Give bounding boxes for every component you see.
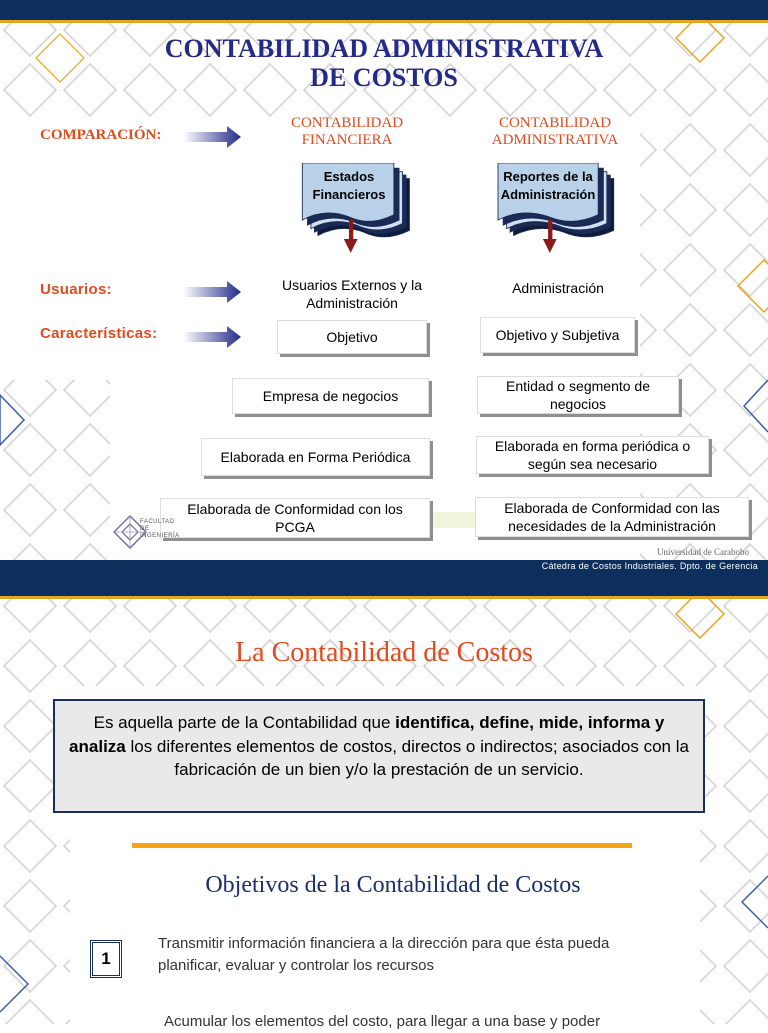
financiera-item: Empresa de negocios	[232, 378, 429, 414]
objective-text: Transmitir información financiera a la dirección para que ésta pueda planificar, evaluar y controlar los recursos	[158, 935, 610, 974]
university-name: Universidad de Carabobo	[657, 547, 749, 557]
administrativa-item: Elaborada de Conformidad con las necesidades de la Administración	[475, 497, 749, 537]
doc-label-financiera: Estados Financieros	[312, 169, 386, 202]
arrow-right-icon	[183, 280, 243, 304]
page-title-line2: DE COSTOS	[310, 63, 458, 92]
arrow-right-icon	[183, 125, 243, 149]
usuarios-label: Usuarios:	[40, 281, 112, 298]
caracteristicas-label: Características:	[40, 325, 158, 342]
column-head-financiera: CONTABILIDAD FINANCIERA	[290, 115, 404, 148]
logo-text: FACULTAD DE INGENIERÍA	[140, 519, 180, 539]
column-head-administrativa: CONTABILIDAD ADMINISTRATIVA	[491, 115, 619, 148]
administrativa-item: Entidad o segmento de negocios	[477, 376, 679, 414]
usuarios-administrativa: Administración	[512, 280, 604, 296]
header-bar	[0, 576, 768, 599]
arrow-right-icon	[183, 325, 243, 349]
footer-text: Cátedra de Costos Industriales. Dpto. de Gerencia	[541, 561, 758, 571]
objective-number-badge: 1	[90, 940, 122, 978]
objective-text: Acumular los elementos del costo, para llegar a una base y poder	[164, 1013, 601, 1030]
administrativa-item: Objetivo y Subjetiva	[480, 317, 635, 353]
administrativa-item: Elaborada en forma periódica o según sea necesario	[476, 436, 709, 474]
definition-box: Es aquella parte de la Contabilidad que identifica, define, mide, informa y analiza los diferentes elementos de costos, directos o indirectos; asociados con la fabricación de un bien y/o la prestación de un servicio.	[53, 699, 705, 813]
comparacion-label: COMPARACIÓN:	[40, 127, 162, 143]
page-title-line1: CONTABILIDAD ADMINISTRATIVA	[164, 34, 604, 63]
doc-label-administrativa: Reportes de la Administración	[500, 169, 596, 202]
objectives-title: Objetivos de la Contabilidad de Costos	[205, 872, 581, 898]
financiera-item: Objetivo	[277, 320, 427, 354]
usuarios-financiera: Usuarios Externos y la Administración	[281, 277, 423, 311]
financiera-item: Elaborada de Conformidad con los PCGA	[160, 498, 430, 538]
footer-bar	[0, 560, 768, 576]
header-bar	[0, 0, 768, 23]
divider-rule	[132, 843, 632, 848]
section-title: La Contabilidad de Costos	[235, 637, 533, 668]
financiera-item: Elaborada en Forma Periódica	[201, 438, 430, 476]
